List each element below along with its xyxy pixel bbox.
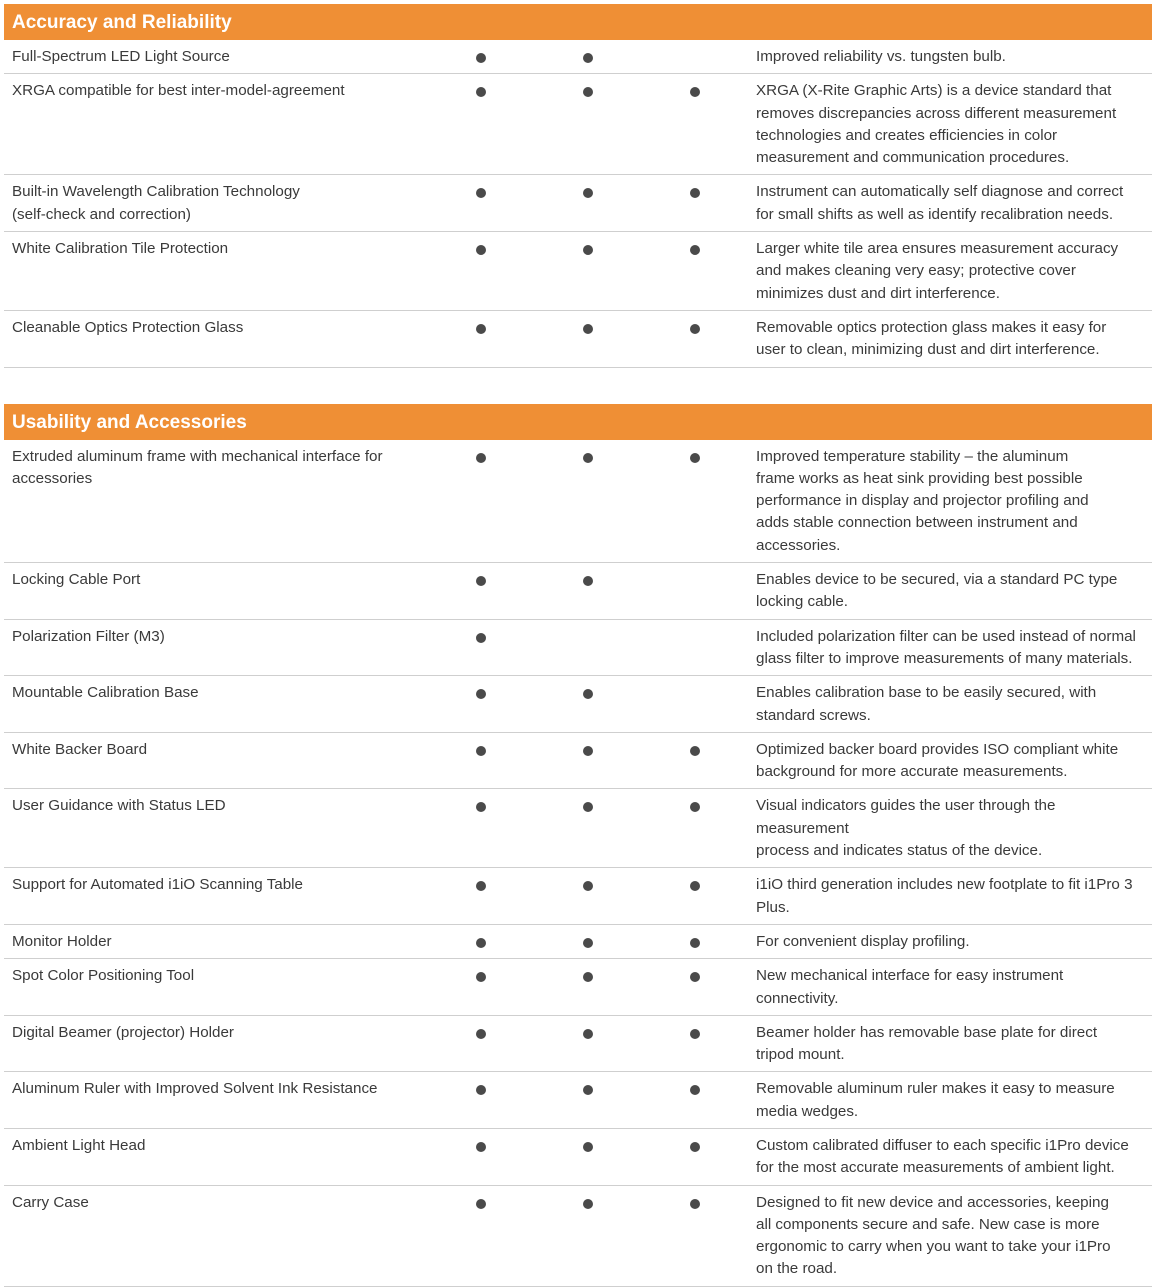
bullet-dot-icon bbox=[476, 453, 486, 463]
feature-description-line: Enables device to be secured, via a standard PC type bbox=[756, 571, 1118, 589]
availability-cell-2 bbox=[583, 1135, 690, 1180]
feature-name-line: White Calibration Tile Protection bbox=[12, 240, 229, 258]
availability-cell-1 bbox=[476, 931, 583, 953]
feature-description-line: Instrument can automatically self diagnose and correct bbox=[756, 183, 1124, 201]
feature-description-line: tripod mount. bbox=[756, 1046, 845, 1064]
bullet-dot-icon bbox=[583, 1199, 593, 1209]
bullet-dot-icon bbox=[476, 1199, 486, 1209]
feature-name bbox=[4, 446, 476, 557]
feature-name-line: Digital Beamer (projector) Holder bbox=[12, 1023, 234, 1041]
feature-name-line: Monitor Holder bbox=[12, 932, 112, 950]
bullet-dot-icon bbox=[476, 188, 486, 198]
availability-cell-3 bbox=[690, 1192, 756, 1281]
bullet-dot-icon bbox=[476, 324, 486, 334]
availability-cell-2 bbox=[583, 1192, 690, 1281]
feature-name-line: Built-in Wavelength Calibration Technology bbox=[12, 183, 300, 201]
bullet-dot-icon bbox=[583, 689, 593, 699]
bullet-dot-icon bbox=[690, 1142, 700, 1152]
feature-description-line: removes discrepancies across different measurement bbox=[756, 104, 1117, 122]
feature-name bbox=[4, 569, 476, 614]
bullet-dot-icon bbox=[583, 53, 593, 63]
bullet-dot-icon bbox=[476, 689, 486, 699]
section-header: Usability and Accessories bbox=[4, 404, 1152, 440]
section-spacer bbox=[4, 368, 1152, 404]
feature-row bbox=[4, 1186, 1152, 1287]
feature-name-line: accessories bbox=[12, 469, 93, 487]
feature-name-line: Polarization Filter (M3) bbox=[12, 627, 165, 645]
feature-name-line: User Guidance with Status LED bbox=[12, 797, 226, 815]
feature-name bbox=[4, 874, 476, 919]
availability-cell-3 bbox=[690, 446, 756, 557]
feature-name bbox=[4, 795, 476, 862]
feature-description-line: Visual indicators guides the user through the measurement bbox=[756, 797, 1056, 837]
feature-description bbox=[756, 795, 1152, 862]
feature-name-line: White Backer Board bbox=[12, 740, 148, 758]
bullet-dot-icon bbox=[583, 881, 593, 891]
availability-cell-2 bbox=[583, 874, 690, 919]
bullet-dot-icon bbox=[476, 53, 486, 63]
feature-row bbox=[4, 789, 1152, 868]
availability-cell-2 bbox=[583, 795, 690, 862]
feature-description-line: on the road. bbox=[756, 1260, 838, 1278]
availability-cell-3 bbox=[690, 1078, 756, 1123]
availability-cell-1 bbox=[476, 317, 583, 362]
bullet-dot-icon bbox=[690, 746, 700, 756]
feature-row bbox=[4, 925, 1152, 959]
feature-description bbox=[756, 874, 1152, 919]
feature-description-line: for small shifts as well as identify recalibration needs. bbox=[756, 205, 1114, 223]
availability-cell-2 bbox=[583, 446, 690, 557]
feature-description-line: Removable optics protection glass makes it easy for bbox=[756, 318, 1107, 336]
availability-cell-1 bbox=[476, 181, 583, 226]
bullet-dot-icon bbox=[583, 245, 593, 255]
availability-cell-2 bbox=[583, 46, 690, 68]
feature-description-line: media wedges. bbox=[756, 1102, 859, 1120]
feature-description bbox=[756, 446, 1152, 557]
feature-row bbox=[4, 733, 1152, 790]
feature-description bbox=[756, 569, 1152, 614]
availability-cell-1 bbox=[476, 1192, 583, 1281]
bullet-dot-icon bbox=[583, 453, 593, 463]
feature-description-line: performance in display and projector profiling and bbox=[756, 492, 1089, 510]
feature-name-line: Aluminum Ruler with Improved Solvent Ink Resistance bbox=[12, 1080, 378, 1098]
feature-row bbox=[4, 563, 1152, 620]
bullet-dot-icon bbox=[476, 881, 486, 891]
feature-description bbox=[756, 46, 1152, 68]
feature-description-line: Optimized backer board provides ISO compliant white bbox=[756, 740, 1119, 758]
feature-description-line: Beamer holder has removable base plate for direct bbox=[756, 1023, 1098, 1041]
feature-description-line: measurement and communication procedures. bbox=[756, 149, 1070, 167]
feature-description bbox=[756, 682, 1152, 727]
feature-name-line: Ambient Light Head bbox=[12, 1136, 146, 1154]
feature-description-line: New mechanical interface for easy instrument connectivity. bbox=[756, 967, 1064, 1007]
feature-description-line: i1iO third generation includes new footplate to fit i1Pro 3 Plus. bbox=[756, 876, 1133, 916]
bullet-dot-icon bbox=[690, 1029, 700, 1039]
feature-description-line: ergonomic to carry when you want to take your i1Pro bbox=[756, 1238, 1111, 1256]
bullet-dot-icon bbox=[476, 1142, 486, 1152]
bullet-dot-icon bbox=[583, 802, 593, 812]
feature-name-line: Carry Case bbox=[12, 1193, 89, 1211]
availability-cell-3 bbox=[690, 626, 756, 671]
bullet-dot-icon bbox=[583, 87, 593, 97]
bullet-dot-icon bbox=[690, 881, 700, 891]
feature-name bbox=[4, 626, 476, 671]
bullet-dot-icon bbox=[690, 1199, 700, 1209]
feature-description-line: frame works as heat sink providing best possible bbox=[756, 469, 1083, 487]
bullet-dot-icon bbox=[583, 938, 593, 948]
availability-cell-1 bbox=[476, 238, 583, 305]
feature-name bbox=[4, 682, 476, 727]
bullet-dot-icon bbox=[690, 188, 700, 198]
availability-cell-3 bbox=[690, 795, 756, 862]
feature-name bbox=[4, 181, 476, 226]
availability-cell-2 bbox=[583, 931, 690, 953]
feature-name bbox=[4, 238, 476, 305]
feature-row bbox=[4, 959, 1152, 1016]
feature-row bbox=[4, 1016, 1152, 1073]
availability-cell-3 bbox=[690, 181, 756, 226]
bullet-dot-icon bbox=[690, 324, 700, 334]
feature-description bbox=[756, 1078, 1152, 1123]
feature-name bbox=[4, 931, 476, 953]
feature-description-line: Designed to fit new device and accessories, keeping bbox=[756, 1193, 1109, 1211]
bullet-dot-icon bbox=[476, 576, 486, 586]
feature-name bbox=[4, 1192, 476, 1281]
feature-description bbox=[756, 1192, 1152, 1281]
availability-cell-3 bbox=[690, 682, 756, 727]
availability-cell-3 bbox=[690, 739, 756, 784]
availability-cell-3 bbox=[690, 874, 756, 919]
bullet-dot-icon bbox=[583, 1085, 593, 1095]
feature-description-line: user to clean, minimizing dust and dirt interference. bbox=[756, 341, 1100, 359]
feature-description bbox=[756, 931, 1152, 953]
availability-cell-2 bbox=[583, 626, 690, 671]
feature-name-line: Locking Cable Port bbox=[12, 571, 141, 589]
bullet-dot-icon bbox=[690, 938, 700, 948]
feature-description-line: technologies and creates efficiencies in color bbox=[756, 126, 1058, 144]
feature-row bbox=[4, 620, 1152, 677]
availability-cell-2 bbox=[583, 238, 690, 305]
bullet-dot-icon bbox=[690, 972, 700, 982]
availability-cell-2 bbox=[583, 317, 690, 362]
feature-name-line: Mountable Calibration Base bbox=[12, 684, 199, 702]
availability-cell-1 bbox=[476, 965, 583, 1010]
feature-description-line: process and indicates status of the device. bbox=[756, 842, 1043, 860]
availability-cell-2 bbox=[583, 569, 690, 614]
bullet-dot-icon bbox=[690, 87, 700, 97]
availability-cell-3 bbox=[690, 317, 756, 362]
feature-description bbox=[756, 965, 1152, 1010]
feature-description bbox=[756, 1022, 1152, 1067]
availability-cell-1 bbox=[476, 80, 583, 169]
availability-cell-1 bbox=[476, 739, 583, 784]
feature-description-line: Improved temperature stability – the aluminum bbox=[756, 447, 1069, 465]
bullet-dot-icon bbox=[583, 1142, 593, 1152]
feature-name bbox=[4, 1078, 476, 1123]
section-accuracy-and-reliability bbox=[4, 4, 1152, 368]
feature-description bbox=[756, 317, 1152, 362]
bullet-dot-icon bbox=[583, 746, 593, 756]
availability-cell-2 bbox=[583, 739, 690, 784]
feature-description bbox=[756, 238, 1152, 305]
availability-cell-2 bbox=[583, 1078, 690, 1123]
availability-cell-1 bbox=[476, 682, 583, 727]
feature-name bbox=[4, 317, 476, 362]
feature-description-line: and makes cleaning very easy; protective cover bbox=[756, 262, 1076, 280]
feature-description-line: Larger white tile area ensures measurement accuracy bbox=[756, 240, 1119, 258]
feature-name bbox=[4, 80, 476, 169]
availability-cell-3 bbox=[690, 80, 756, 169]
feature-name-line: Spot Color Positioning Tool bbox=[12, 967, 195, 985]
availability-cell-2 bbox=[583, 181, 690, 226]
section-usability-and-accessories bbox=[4, 404, 1152, 1287]
bullet-dot-icon bbox=[476, 802, 486, 812]
bullet-dot-icon bbox=[690, 802, 700, 812]
availability-cell-3 bbox=[690, 931, 756, 953]
feature-description-line: Enables calibration base to be easily secured, with bbox=[756, 684, 1097, 702]
feature-row bbox=[4, 1072, 1152, 1129]
bullet-dot-icon bbox=[476, 972, 486, 982]
bullet-dot-icon bbox=[476, 746, 486, 756]
availability-cell-1 bbox=[476, 446, 583, 557]
availability-cell-1 bbox=[476, 626, 583, 671]
feature-row bbox=[4, 74, 1152, 175]
feature-description-line: XRGA (X-Rite Graphic Arts) is a device standard that bbox=[756, 82, 1112, 100]
availability-cell-1 bbox=[476, 1022, 583, 1067]
availability-cell-1 bbox=[476, 46, 583, 68]
bullet-dot-icon bbox=[476, 1029, 486, 1039]
bullet-dot-icon bbox=[583, 324, 593, 334]
bullet-dot-icon bbox=[690, 1085, 700, 1095]
bullet-dot-icon bbox=[583, 188, 593, 198]
feature-description-line: locking cable. bbox=[756, 593, 849, 611]
feature-name-line: Cleanable Optics Protection Glass bbox=[12, 318, 244, 336]
feature-description-line: Improved reliability vs. tungsten bulb. bbox=[756, 48, 1006, 65]
feature-description-line: minimizes dust and dirt interference. bbox=[756, 284, 1000, 302]
feature-description bbox=[756, 626, 1152, 671]
availability-cell-1 bbox=[476, 795, 583, 862]
feature-description-line: Included polarization filter can be used instead of normal bbox=[756, 627, 1136, 645]
availability-cell-3 bbox=[690, 569, 756, 614]
feature-description bbox=[756, 1135, 1152, 1180]
bullet-dot-icon bbox=[583, 972, 593, 982]
feature-description bbox=[756, 739, 1152, 784]
feature-name-line: Extruded aluminum frame with mechanical interface for bbox=[12, 447, 383, 465]
feature-comparison-sheet bbox=[4, 0, 1152, 1287]
availability-cell-1 bbox=[476, 1078, 583, 1123]
bullet-dot-icon bbox=[476, 87, 486, 97]
bullet-dot-icon bbox=[583, 576, 593, 586]
bullet-dot-icon bbox=[583, 1029, 593, 1039]
feature-name bbox=[4, 46, 476, 68]
feature-row bbox=[4, 1129, 1152, 1186]
availability-cell-1 bbox=[476, 1135, 583, 1180]
bullet-dot-icon bbox=[476, 1085, 486, 1095]
feature-description-line: for the most accurate measurements of ambient light. bbox=[756, 1159, 1115, 1177]
feature-row bbox=[4, 868, 1152, 925]
availability-cell-1 bbox=[476, 569, 583, 614]
bullet-dot-icon bbox=[476, 245, 486, 255]
feature-row bbox=[4, 676, 1152, 733]
bullet-dot-icon bbox=[476, 938, 486, 948]
availability-cell-3 bbox=[690, 965, 756, 1010]
feature-row bbox=[4, 440, 1152, 563]
availability-cell-3 bbox=[690, 46, 756, 68]
feature-name bbox=[4, 739, 476, 784]
feature-row bbox=[4, 175, 1152, 232]
feature-row bbox=[4, 232, 1152, 311]
availability-cell-2 bbox=[583, 80, 690, 169]
availability-cell-3 bbox=[690, 238, 756, 305]
feature-name-line: Full-Spectrum LED Light Source bbox=[12, 48, 230, 65]
feature-name bbox=[4, 1135, 476, 1180]
bullet-dot-icon bbox=[690, 245, 700, 255]
availability-cell-2 bbox=[583, 965, 690, 1010]
feature-description-line: For convenient display profiling. bbox=[756, 932, 970, 950]
bullet-dot-icon bbox=[690, 453, 700, 463]
feature-name-line: Support for Automated i1iO Scanning Table bbox=[12, 876, 303, 894]
feature-description-line: glass filter to improve measurements of many materials. bbox=[756, 649, 1133, 667]
feature-row bbox=[4, 311, 1152, 368]
feature-description-line: adds stable connection between instrument and bbox=[756, 514, 1078, 532]
feature-description-line: standard screws. bbox=[756, 706, 871, 724]
availability-cell-2 bbox=[583, 1022, 690, 1067]
section-header: Accuracy and Reliability bbox=[4, 4, 1152, 40]
availability-cell-2 bbox=[583, 682, 690, 727]
feature-description bbox=[756, 80, 1152, 169]
feature-description-line: accessories. bbox=[756, 536, 841, 554]
availability-cell-1 bbox=[476, 874, 583, 919]
availability-cell-3 bbox=[690, 1022, 756, 1067]
availability-cell-3 bbox=[690, 1135, 756, 1180]
feature-description-line: all components secure and safe. New case is more bbox=[756, 1215, 1100, 1233]
feature-description-line: Custom calibrated diffuser to each specific i1Pro device bbox=[756, 1136, 1129, 1154]
feature-description-line: background for more accurate measurements. bbox=[756, 763, 1068, 781]
feature-description-line: Removable aluminum ruler makes it easy to measure bbox=[756, 1080, 1115, 1098]
feature-name bbox=[4, 965, 476, 1010]
feature-description bbox=[756, 181, 1152, 226]
bullet-dot-icon bbox=[476, 633, 486, 643]
feature-name bbox=[4, 1022, 476, 1067]
feature-row bbox=[4, 40, 1152, 74]
feature-name-line: XRGA compatible for best inter-model-agreement bbox=[12, 82, 345, 100]
feature-name-line: (self-check and correction) bbox=[12, 205, 191, 223]
